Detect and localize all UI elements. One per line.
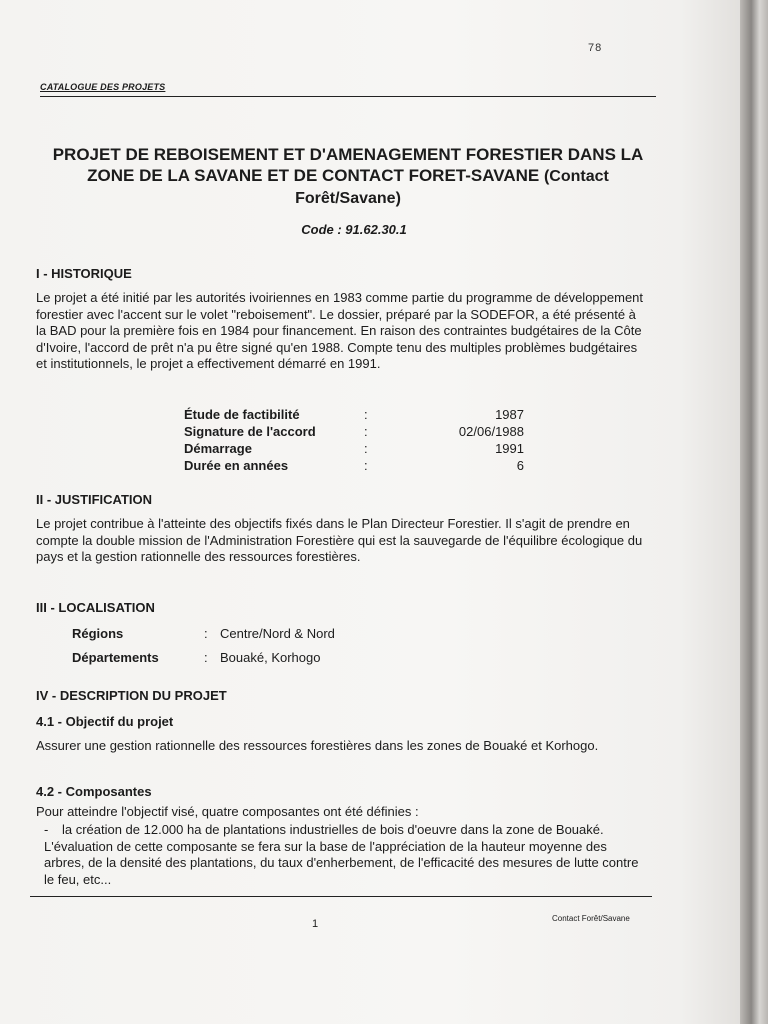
composante-bullet — [44, 822, 648, 888]
footer-rule — [30, 896, 652, 897]
dates-value: 6 — [516, 458, 524, 473]
dates-row — [184, 423, 524, 440]
localisation-row — [72, 622, 335, 646]
running-head: CATALOGUE DES PROJETS — [40, 82, 166, 92]
dates-separator: : — [364, 458, 368, 473]
dates-label: Démarrage — [184, 441, 252, 456]
dates-row — [184, 457, 524, 474]
project-title — [44, 144, 652, 209]
dates-label: Durée en années — [184, 458, 289, 473]
subsection-composantes-intro: Pour atteindre l'objectif visé, quatre composantes ont été définies : — [36, 804, 419, 819]
localisation-row — [72, 646, 335, 670]
dates-label: Étude de factibilité — [184, 407, 300, 422]
localisation-table — [72, 622, 335, 670]
dates-table — [184, 406, 524, 474]
dates-separator: : — [364, 407, 368, 422]
bullet-text: la création de 12.000 ha de plantations industrielles de bois d'oeuvre dans la zone de Bouaké. L'évaluation de cette composante se fera sur la base de l'appréciation de la hauteur moyenne des arbres, de la densité des plantations, du taux d'enherbement, de l'efficacité des mesures de lutte contre le feu, etc... — [44, 822, 639, 887]
section-historique-heading: I - HISTORIQUE — [36, 266, 132, 281]
page-number: 78 — [588, 42, 603, 54]
section-historique-text: Le projet a été initié par les autorités ivoiriennes en 1983 comme partie du programme de développement forestier avec l'accent sur le volet "reboisement". Le dossier, préparé par la SODEFOR, a été présenté à la BAD pour la première fois en 1984 pour financement. En raison des contraintes budgétaires de la Côte d'Ivoire, l'accord de prêt n'a pu être signé qu'en 1988. Compte tenu des multiples problèmes budgétaires et institutionnels, le projet a effectivement démarré en 1991. — [36, 290, 644, 371]
dates-value: 1991 — [495, 441, 524, 456]
dates-label: Signature de l'accord — [184, 424, 316, 439]
header-rule — [40, 96, 656, 97]
dates-separator: : — [364, 441, 368, 456]
localisation-separator: : — [204, 626, 208, 641]
subsection-composantes-heading: 4.2 - Composantes — [36, 784, 152, 799]
dates-separator: : — [364, 424, 368, 439]
dates-value: 1987 — [495, 407, 524, 422]
localisation-separator: : — [204, 650, 208, 665]
dates-row — [184, 406, 524, 423]
localisation-label: Départements — [72, 650, 159, 665]
localisation-label: Régions — [72, 626, 124, 641]
subsection-objectif-heading: 4.1 - Objectif du projet — [36, 714, 174, 729]
subsection-objectif-text: Assurer une gestion rationnelle des ressources forestières dans les zones de Bouaké et Korhogo. — [36, 738, 599, 753]
bullet-dash: - — [44, 822, 49, 837]
section-description-heading: IV - DESCRIPTION DU PROJET — [36, 688, 227, 703]
section-justification-text: Le projet contribue à l'atteinte des objectifs fixés dans le Plan Directeur Forestier. Il s'agit de prendre en compte la double mission de l'Administration Forestière qui est la sauvegarde de l'équilibre écologique du pays et la gestion rationnelle des ressources forestières. — [36, 516, 643, 564]
project-title-sub: (Contact Forêt/Savane) — [295, 168, 609, 207]
binding-edge — [740, 0, 768, 1024]
dates-row — [184, 440, 524, 457]
section-justification-heading: II - JUSTIFICATION — [36, 492, 153, 507]
section-localisation-heading: III - LOCALISATION — [36, 600, 155, 615]
dates-value: 02/06/1988 — [458, 424, 524, 439]
footer-label: Contact Forêt/Savane — [552, 914, 630, 923]
project-code: Code : 91.62.30.1 — [301, 222, 407, 237]
localisation-value: Centre/Nord & Nord — [220, 626, 335, 641]
localisation-value: Bouaké, Korhogo — [220, 650, 321, 665]
footer-page-number: 1 — [312, 918, 319, 930]
project-title-main: PROJET DE REBOISEMENT ET D'AMENAGEMENT FORESTIER DANS LA ZONE DE LA SAVANE ET DE CONTACT FORET-SAVANE — [52, 145, 644, 185]
